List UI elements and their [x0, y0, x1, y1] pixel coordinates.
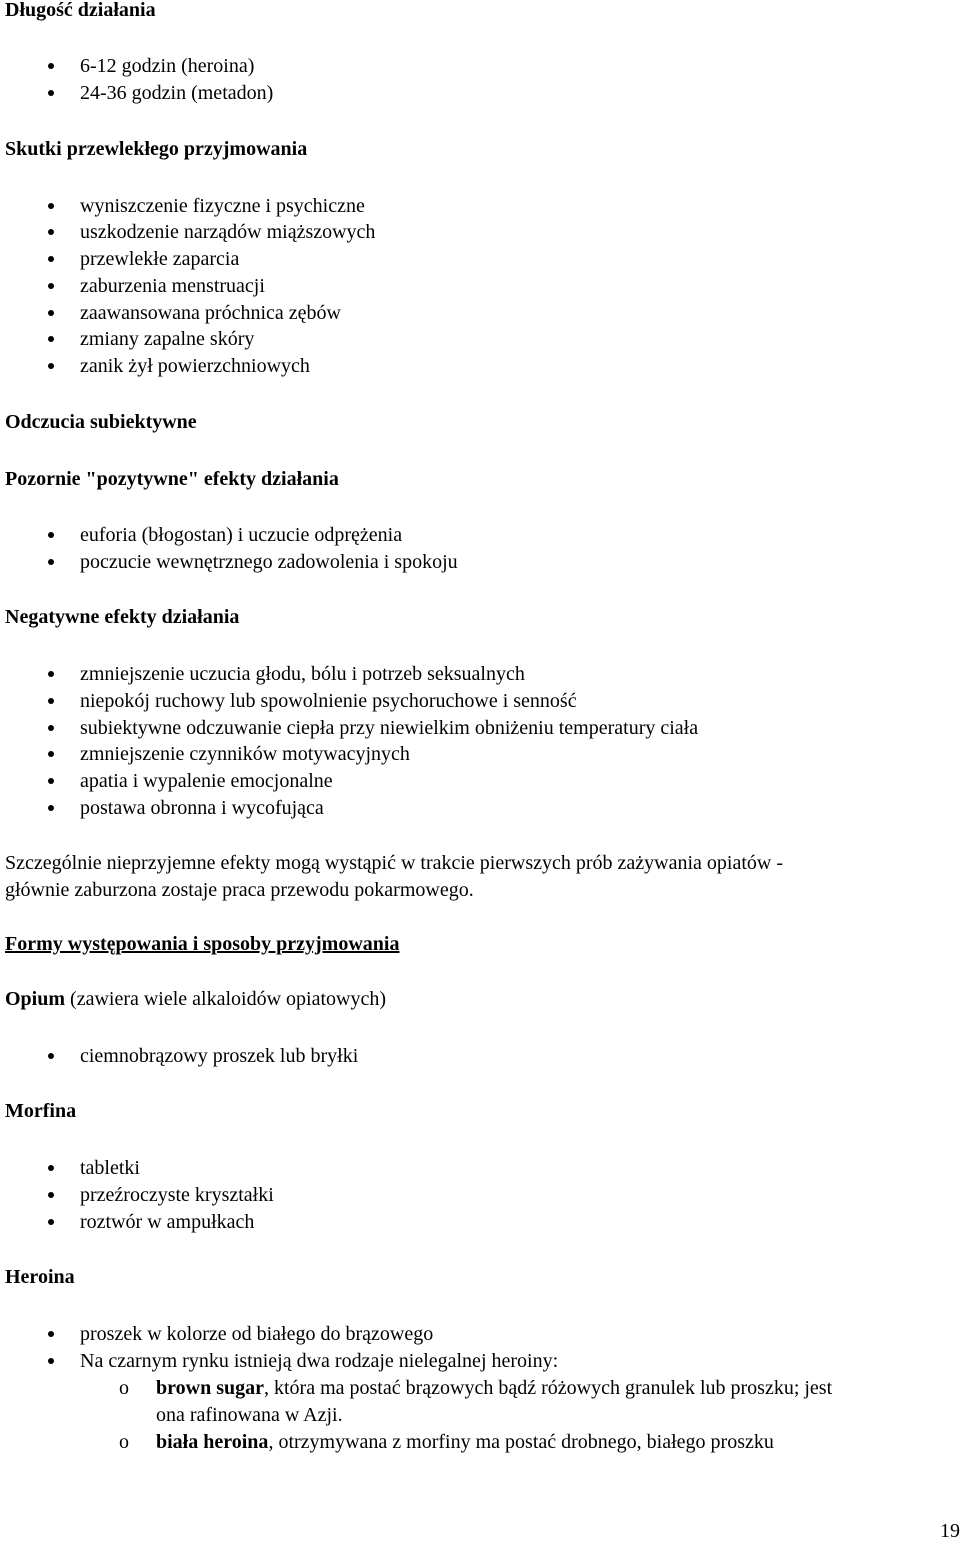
list-item: uszkodzenie narządów miąższowych [80, 221, 376, 243]
list-item: przewlekłe zaparcia [80, 248, 240, 270]
bullet-icon [48, 256, 54, 262]
opium-line [5, 987, 386, 1011]
term-white-heroin: biała heroina [156, 1431, 269, 1453]
list-item: roztwór w ampułkach [80, 1211, 255, 1233]
list-item: postawa obronna i wycofująca [80, 797, 324, 819]
bullet-icon [48, 63, 54, 69]
section-heading-subjective: Odczucia subiektywne [5, 411, 197, 433]
section-heading-morphine: Morfina [5, 1100, 77, 1122]
bullet-icon [48, 805, 54, 811]
bullet-icon [48, 90, 54, 96]
list-item: 6-12 godzin (heroina) [80, 55, 255, 77]
opium-label: Opium [5, 988, 66, 1010]
list-item: zaburzenia menstruacji [80, 275, 265, 297]
bullet-icon [48, 751, 54, 757]
list-item: 24-36 godzin (metadon) [80, 82, 274, 104]
sub-list-item [156, 1430, 774, 1454]
bullet-icon [48, 725, 54, 731]
list-item: przeźroczyste kryształki [80, 1184, 274, 1206]
bullet-icon [48, 229, 54, 235]
bullet-icon [48, 203, 54, 209]
list-item: euforia (błogostan) i uczucie odprężenia [80, 524, 403, 546]
sub-list-text: , która ma postać brązowych bądź różowych granulek lub proszku; jest [264, 1377, 833, 1399]
list-item: wyniszczenie fizyczne i psychiczne [80, 195, 365, 217]
term-brown-sugar: brown sugar [156, 1377, 264, 1399]
bullet-icon [48, 1192, 54, 1198]
paragraph-line: Szczególnie nieprzyjemne efekty mogą wystąpić w trakcie pierwszych prób zażywania opiatów - [5, 852, 784, 874]
sub-list-item [156, 1376, 832, 1400]
list-item: zmiany zapalne skóry [80, 328, 255, 350]
bullet-icon [48, 698, 54, 704]
paragraph-line: głównie zaburzona zostaje praca przewodu pokarmowego. [5, 879, 474, 901]
list-item: poczucie wewnętrznego zadowolenia i spokoju [80, 551, 458, 573]
page-number: 19 [940, 1520, 960, 1542]
bullet-icon [48, 778, 54, 784]
opium-note: (zawiera wiele alkaloidów opiatowych) [65, 988, 387, 1010]
list-item: zmniejszenie czynników motywacyjnych [80, 743, 410, 765]
sub-list-text: , otrzymywana z morfiny ma postać drobnego, białego proszku [268, 1431, 774, 1453]
list-item: zaawansowana próchnica zębów [80, 302, 341, 324]
bullet-icon [48, 363, 54, 369]
section-heading-heroin: Heroina [5, 1266, 75, 1288]
bullet-icon [48, 1358, 54, 1364]
section-heading-negative: Negatywne efekty działania [5, 606, 240, 628]
list-item: Na czarnym rynku istnieją dwa rodzaje nielegalnej heroiny: [80, 1350, 559, 1372]
bullet-icon [48, 671, 54, 677]
list-item: niepokój ruchowy lub spowolnienie psychoruchowe i senność [80, 690, 577, 712]
bullet-icon [48, 559, 54, 565]
bullet-icon [48, 1053, 54, 1059]
section-heading-positive: Pozornie "pozytywne" efekty działania [5, 468, 339, 490]
list-item: tabletki [80, 1157, 140, 1179]
list-item: proszek w kolorze od białego do brązowego [80, 1323, 434, 1345]
section-heading-duration: Długość działania [5, 0, 156, 21]
bullet-icon [48, 336, 54, 342]
list-item: subiektywne odczuwanie ciepła przy niewielkim obniżeniu temperatury ciała [80, 717, 699, 739]
section-heading-forms: Formy występowania i sposoby przyjmowania [5, 933, 400, 955]
bullet-icon [48, 283, 54, 289]
sub-bullet-marker: o [119, 1377, 129, 1399]
list-item: apatia i wypalenie emocjonalne [80, 770, 333, 792]
bullet-icon [48, 532, 54, 538]
list-item: ciemnobrązowy proszek lub bryłki [80, 1045, 359, 1067]
bullet-icon [48, 1331, 54, 1337]
sub-bullet-marker: o [119, 1431, 129, 1453]
list-item: zanik żył powierzchniowych [80, 355, 310, 377]
list-item: zmniejszenie uczucia głodu, bólu i potrzeb seksualnych [80, 663, 525, 685]
sub-list-continuation: ona rafinowana w Azji. [156, 1404, 343, 1426]
bullet-icon [48, 1219, 54, 1225]
bullet-icon [48, 310, 54, 316]
section-heading-chronic: Skutki przewlekłego przyjmowania [5, 138, 308, 160]
bullet-icon [48, 1165, 54, 1171]
